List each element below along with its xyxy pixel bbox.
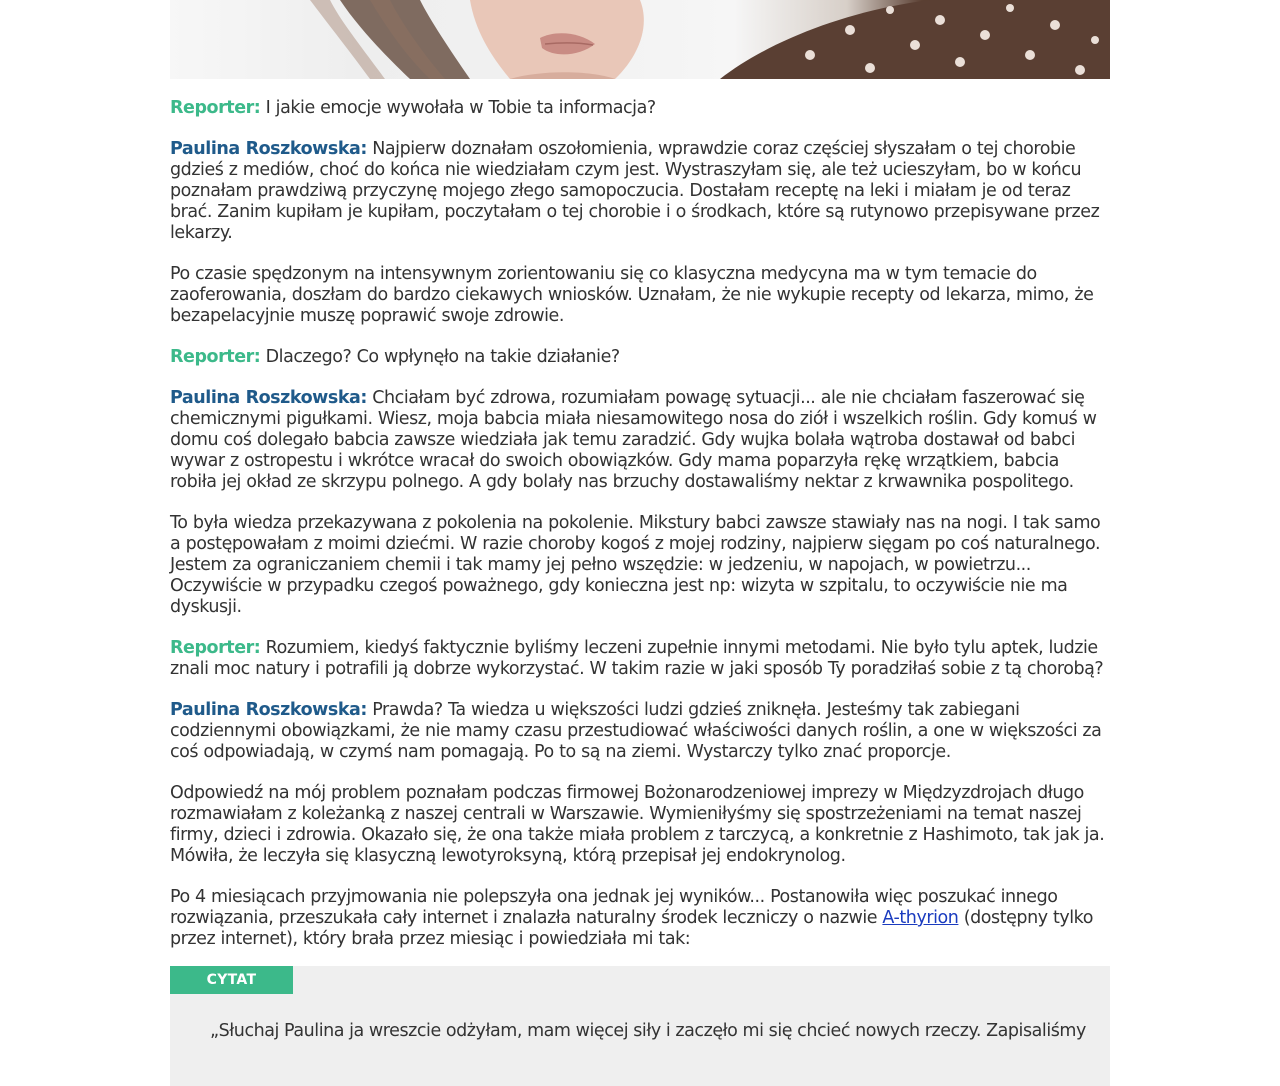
quote-text: „Słuchaj Paulina ja wreszcie odżyłam, mam więcej siły i zaczęło mi się chcieć nowych rzeczy. Zapisaliśmy xyxy=(210,1021,1086,1041)
paragraph xyxy=(170,513,1110,618)
paragraph-text: Rozumiem, kiedyś faktycznie byliśmy leczeni zupełnie innymi metodami. Nie było tylu aptek, ludzie znali moc natury i potrafili ją dobrze wykorzystać. W takim razie w jaki sposób Ty poradziłaś sobie z tą chorobą? xyxy=(170,638,1104,679)
paragraph xyxy=(170,388,1110,493)
paragraph xyxy=(170,98,1110,119)
article-container xyxy=(170,0,1110,1086)
speaker-reporter: Reporter: xyxy=(170,98,261,118)
paragraph-text: (dostępny tylko przez internet), który brała przez miesiąc i powiedziała mi tak: xyxy=(170,908,1093,949)
paragraph-text: Chciałam być zdrowa, rozumiałam powagę sytuacji... ale nie chciałam faszerować się chemicznymi pigułkami. Wiesz, moja babcia miała niesamowitego nosa do ziół i wszelkich roślin. Gdy komuś w domu coś dolegało babcia zawsze wiedziała jak temu zaradzić. Gdy wujka bolała wątroba dostawał od babci wywar z ostropestu i wkrótce wracał do swoich obowiązków. Gdy mama poparzyła rękę wrzątkiem, babcia robiła jej okład ze skrzypu polnego. A gdy bolały nas brzuchy dostawaliśmy nektar z krwawnika pospolitego. xyxy=(170,388,1097,492)
speaker-reporter: Reporter: xyxy=(170,347,261,367)
paragraph xyxy=(170,264,1110,327)
interview-text xyxy=(170,79,1110,950)
paragraph-text: Prawda? Ta wiedza u większości ludzi gdzieś zniknęła. Jesteśmy tak zabiegani codziennymi obowiązkami, że nie mamy czasu przestudiować właściwości danych roślin, a one w większości za coś odpowiadają, w czymś nam pomagają. Po to są na ziemi. Wystarczy tylko znać proporcje. xyxy=(170,700,1102,762)
speaker-reporter: Reporter: xyxy=(170,638,261,658)
quote-label: CYTAT xyxy=(170,966,293,994)
paragraph-text: I jakie emocje wywołała w Tobie ta informacja? xyxy=(260,98,656,118)
product-link[interactable]: A-thyrion xyxy=(882,908,959,928)
paragraph xyxy=(170,700,1110,763)
paragraph-text: Dlaczego? Co wpłynęło na takie działanie? xyxy=(260,347,620,367)
paragraph-text: Najpierw doznałam oszołomienia, wprawdzie coraz częściej słyszałam o tej chorobie gdzieś z mediów, choć do końca nie wiedziałam czym jest. Wystraszyłam się, ale też ucieszyłam, bo w końcu poznałam prawdziwą przyczynę mojego złego samopoczucia. Dostałam receptę na leki i miałam je od teraz brać. Zanim kupiłam je kupiłam, poczytałam o tej chorobie i o środkach, które są rutynowo przepisywane przez lekarzy. xyxy=(170,139,1100,243)
paragraph xyxy=(170,638,1110,680)
woman-portrait-photo xyxy=(170,0,1110,79)
paragraph-text: To była wiedza przekazywana z pokolenia na pokolenie. Mikstury babci zawsze stawiały nas na nogi. I tak samo a postępowałam z moimi dziećmi. W razie choroby kogoś z mojej rodziny, najpierw sięgam po coś naturalnego. Jestem za ograniczaniem chemii i tak mamy jej pełno wszędzie: w jedzeniu, w napojach, w powietrzu... Oczywiście w przypadku czegoś poważnego, gdy konieczna jest np: wizyta w szpitalu, to oczywiście nie ma dyskusji. xyxy=(170,513,1101,617)
paragraph-text: Odpowiedź na mój problem poznałam podczas firmowej Bożonarodzeniowej imprezy w Międzyzdrojach długo rozmawiałam z koleżanką z naszej centrali w Warszawie. Wymieniłyśmy się spostrzeżeniami na temat naszej firmy, dzieci i zdrowia. Okazało się, że ona także miała problem z tarczycą, a konkretnie z Hashimoto, tak jak ja. Mówiła, że leczyła się klasyczną lewotyroksyną, którą przepisał jej endokrynolog. xyxy=(170,783,1105,866)
speaker-guest: Paulina Roszkowska: xyxy=(170,139,367,159)
paragraph-text: Po 4 miesiącach przyjmowania nie polepszyła ona jednak jej wyników... Postanowiła więc poszukać innego rozwiązania, przeszukała cały internet i znalazła naturalny środek leczniczy o nazwie xyxy=(170,887,1058,928)
paragraph xyxy=(170,139,1110,244)
paragraph xyxy=(170,347,1110,368)
speaker-guest: Paulina Roszkowska: xyxy=(170,700,367,720)
paragraph xyxy=(170,887,1110,950)
paragraph-text: Po czasie spędzonym na intensywnym zorientowaniu się co klasyczna medycyna ma w tym temacie do zaoferowania, doszłam do bardzo ciekawych wniosków. Uznałam, że nie wykupie recepty od lekarza, mimo, że bezapelacyjnie muszę poprawić swoje zdrowie. xyxy=(170,264,1094,326)
paragraph xyxy=(170,783,1110,867)
quote-box xyxy=(170,966,1110,1086)
speaker-guest: Paulina Roszkowska: xyxy=(170,388,367,408)
hero-image xyxy=(170,0,1110,79)
